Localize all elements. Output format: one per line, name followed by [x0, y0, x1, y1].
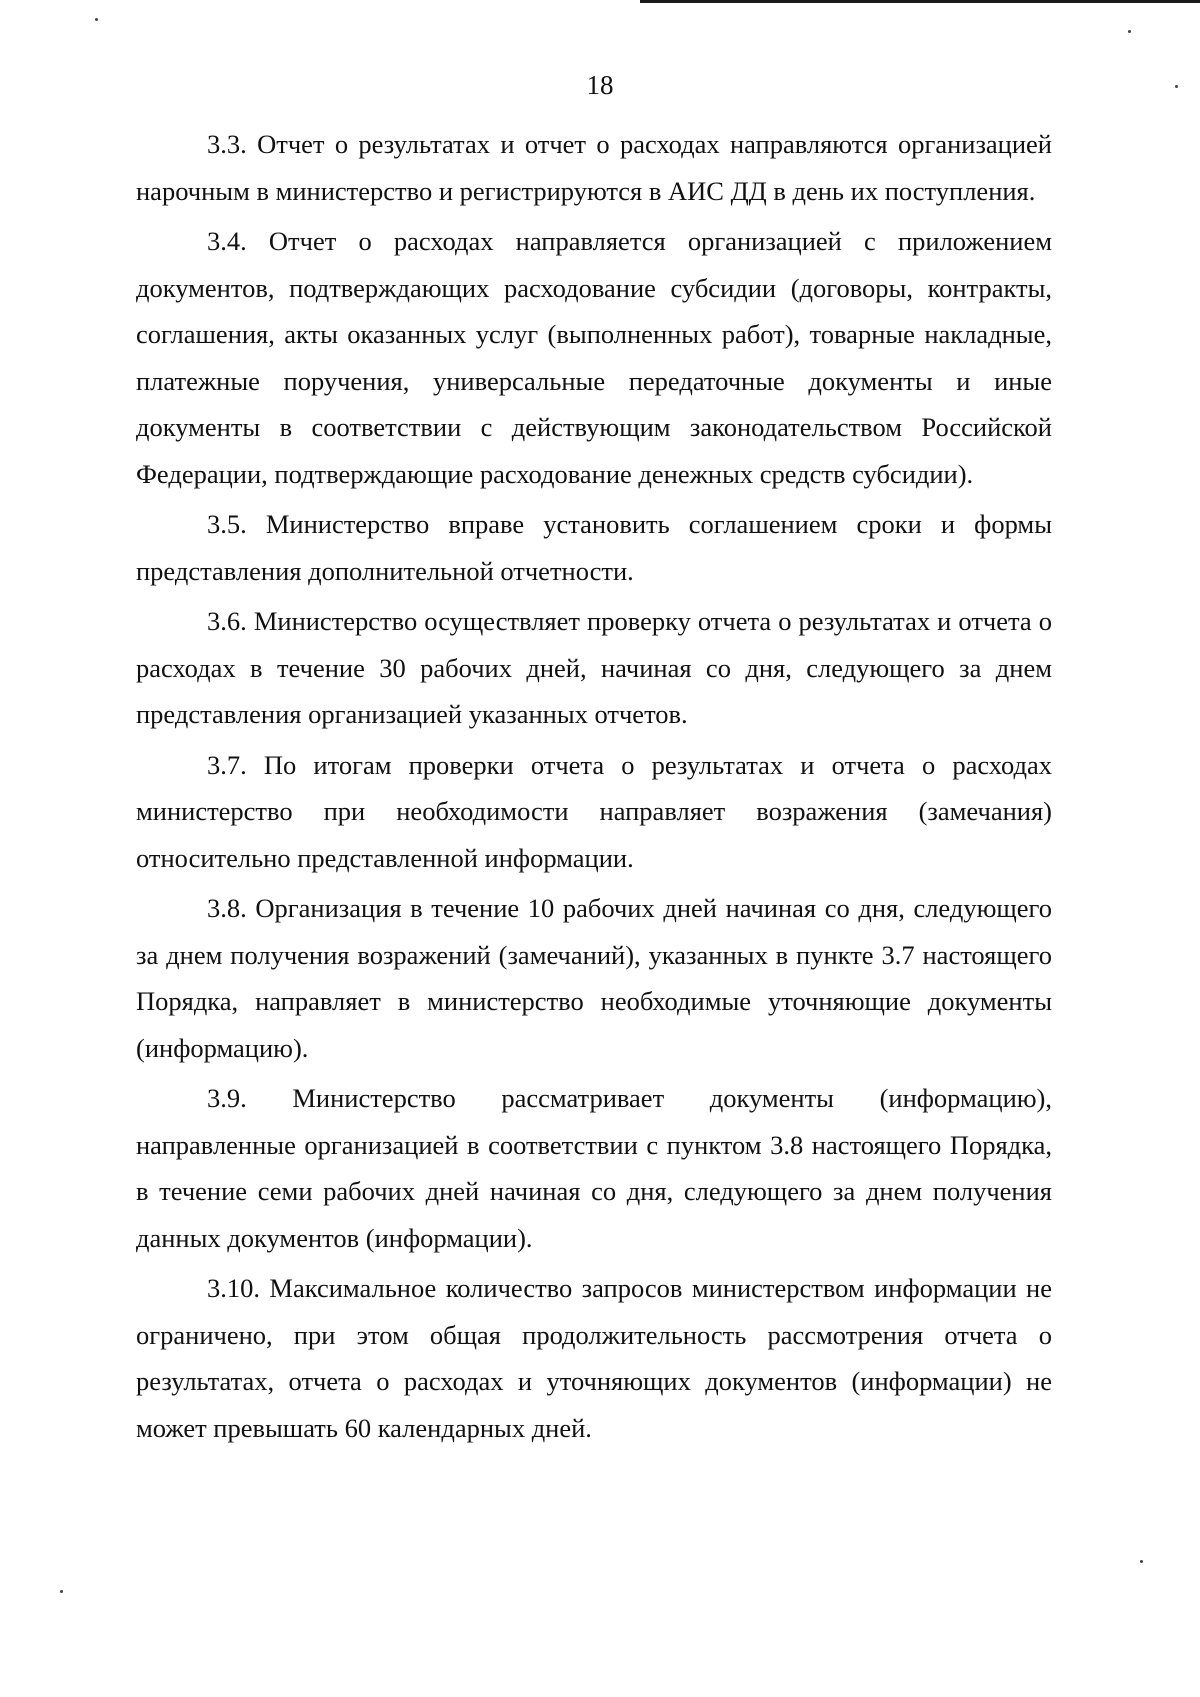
document-body	[136, 121, 1052, 1455]
paragraph-3-7: 3.7. По итогам проверки отчета о результатах и отчета о расходах министерство при необходимости направляет возражения (замечания) относительно представленной информации.	[136, 749, 1052, 873]
paragraph-3-8: 3.8. Организация в течение 10 рабочих дней начиная со дня, следующего за днем получения возражений (замечаний), указанных в пункте 3.7 настоящего Порядка, направляет в министерство необходимые уточняющие документы (информацию).	[136, 893, 1052, 1063]
scan-speck	[60, 1590, 63, 1593]
paragraph-3-3: 3.3. Отчет о результатах и отчет о расходах направляются организацией нарочным в министерство и регистрируются в АИС ДД в день их поступления.	[136, 129, 1052, 206]
paragraph-3-4: 3.4. Отчет о расходах направляется организацией с приложением документов, подтверждающих расходование субсидии (договоры, контракты, соглашения, акты оказанных услуг (выполненных работ), товарные накладные, платежные поручения, универсальные передаточные документы и иные документы в соответствии с действующим законодательством Российской Федерации, подтверждающие расходование денежных средств субсидии).	[136, 226, 1052, 489]
paragraph-3-6: 3.6. Министерство осуществляет проверку отчета о результатах и отчета о расходах в течение 30 рабочих дней, начиная со дня, следующего за днем представления организацией указанных отчетов.	[136, 606, 1052, 729]
scan-speck	[1140, 1560, 1143, 1563]
paragraph-3-9: 3.9. Министерство рассматривает документы (информацию), направленные организацией в соответствии с пунктом 3.8 настоящего Порядка, в течение семи рабочих дней начиная со дня, следующего за днем получения данных документов (информации).	[136, 1083, 1052, 1253]
scan-speck	[1128, 30, 1131, 33]
scan-speck	[95, 18, 98, 21]
paragraph-3-10: 3.10. Максимальное количество запросов министерством информации не ограничено, при этом общая продолжительность рассмотрения отчета о результатах, отчета о расходах и уточняющих документов (информации) не может превышать 60 календарных дней.	[136, 1273, 1052, 1443]
top-border-line	[640, 0, 1200, 3]
page-number: 18	[586, 70, 614, 100]
paragraph-3-5: 3.5. Министерство вправе установить соглашением сроки и формы представления дополнительной отчетности.	[136, 509, 1052, 586]
